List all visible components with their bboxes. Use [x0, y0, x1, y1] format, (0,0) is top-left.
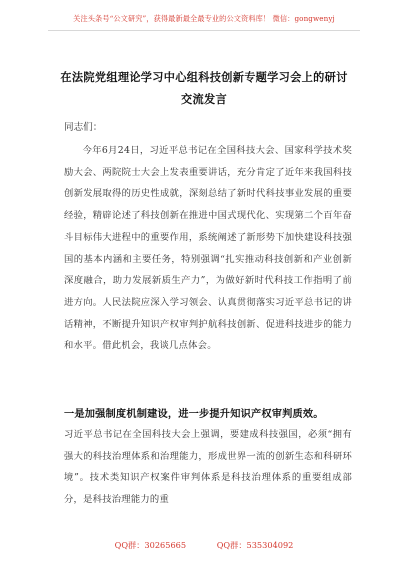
- header-divider: [48, 30, 360, 31]
- title-line-2: 交流发言: [181, 92, 227, 106]
- footer-qq-group-2: QQ群：535304092: [216, 540, 294, 550]
- paragraph-1: 今年6月24日，习近平总书记在全国科技大会、国家科学技术奖励大会、两院院士大会上发表重要讲话，充分肯定了近年来我国科技创新发展取得的历史性成就，深刻总结了新时代科技事业发展的重要经验，精辟论述了科技创新在推进中国式现代化、实现第二个百年奋斗目标伟大进程中的重要作用，系统阐述了新形势下加快建设科技强国的基本内涵和主要任务，特别强调“扎实推动科技创新和产业创新深度融合，助力发展新质生产力”，为做好新时代科技工作指明了前进方向。人民法院应深入学习领会、认真贯彻落实习近平总书记的讲话精神，不断提升知识产权审判护航科技创新、促进科技进步的能力和水平。借此机会，我谈几点体会。: [64, 145, 352, 352]
- section-heading-1: 一是加强制度机制建设，进一步提升知识产权审判质效。: [64, 408, 324, 420]
- salutation: 同志们：: [64, 122, 103, 133]
- title-line-1: 在法院党组理论学习中心组科技创新专题学习会上的研讨: [60, 70, 348, 84]
- footer-qq-group-1: QQ群：30265665: [114, 540, 187, 550]
- header-banner: 关注头条号“公文研究”，获得最新最全最专业的公文资料库！ 微信：gongwenyj: [73, 14, 335, 23]
- paragraph-2: 习近平总书记在全国科技大会上强调，要建成科技强国，必须“拥有强大的科技治理体系和治理能力，形成世界一流的创新生态和科研环境”。技术类知识产权案件审判体系是科技治理体系的重要组成部分，是科技治理能力的重: [64, 429, 352, 505]
- footer: [0, 540, 408, 551]
- document-title: [40, 66, 368, 110]
